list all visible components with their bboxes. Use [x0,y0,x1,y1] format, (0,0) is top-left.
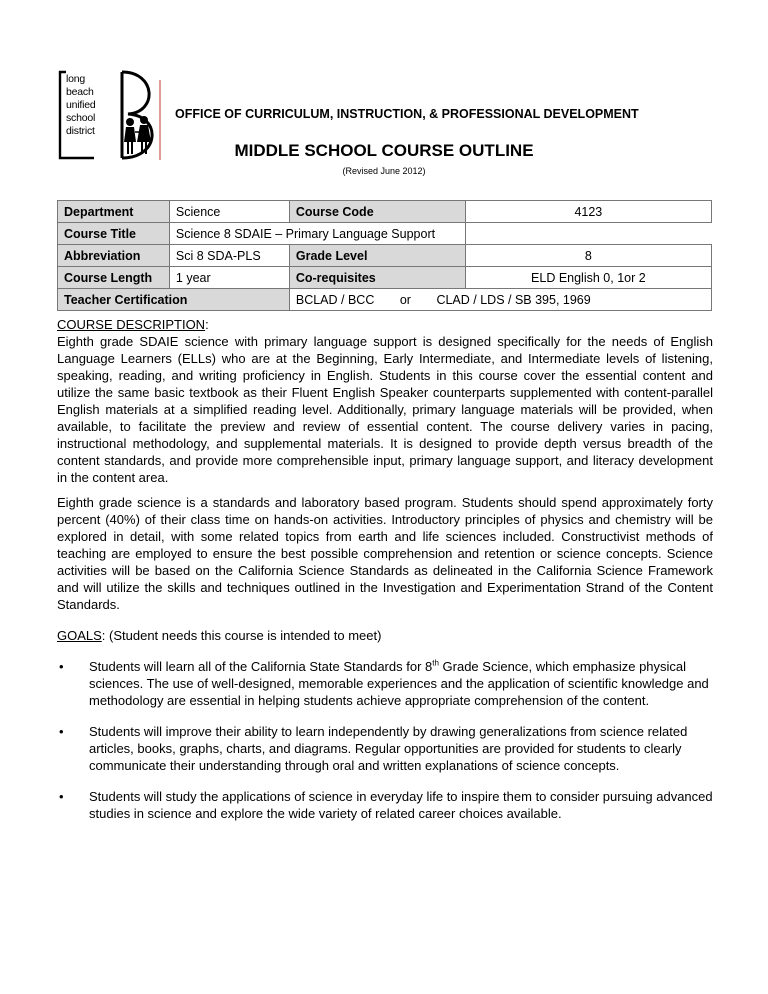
corequisites-label: Co-requisites [289,267,465,289]
description-heading: COURSE DESCRIPTION [57,317,206,332]
goal-superscript: th [432,658,439,668]
goal-text: Students will study the applications of science in everyday life to inspire them to consider pursuing advanced studies in science and explore the wide variety of related career choices available. [89,789,713,821]
teacher-cert-b: CLAD / LDS / SB 395, 1969 [436,292,591,307]
logo-line: long [66,73,86,85]
course-code-value: 4123 [465,201,711,223]
bullet: • [59,659,64,674]
course-length-value: 1 year [169,267,289,289]
teacher-cert-label: Teacher Certification [58,289,290,311]
list-item [57,723,713,774]
goal-text: Grade Science, which emphasize physical sciences. The use of well-designed, memorable experiences and the application of scientific knowledge and methodology are essential in helping students achieve appropriate comprehension of the content. [89,659,709,708]
teacher-cert-a: BCLAD / BCC [295,292,375,307]
office-heading: OFFICE OF CURRICULUM, INSTRUCTION, & PROFESSIONAL DEVELOPMENT [175,107,639,121]
goals-list [57,658,713,836]
page-title: MIDDLE SCHOOL COURSE OUTLINE [234,141,534,160]
list-item [57,658,713,709]
description-heading-line [57,316,713,333]
bullet: • [59,724,64,739]
grade-level-value: 8 [465,245,711,267]
description-heading-colon: : [205,317,209,332]
goals-subtitle: : (Student needs this course is intended to meet) [101,628,382,643]
table-row [58,289,712,311]
course-title-label: Course Title [58,223,170,245]
description-para-2: Eighth grade science is a standards and laboratory based program. Students should spend approximately forty percent (40%) of their class time on hands-on activities. Introductory principles of physics and chemistry will be explored in detail, with some related topics from earth and life sciences included. Constructivist methods of teaching are employed to ensure the best possible comprehension and retention or science concepts. Science activities will be based on the California Science Standards as delineated in the California Science Framework and will utilize the skills and techniques outlined in the Investigation and Experimentation Strand of the Content Standards. [57,495,713,612]
abbreviation-label: Abbreviation [58,245,170,267]
logo-line: district [66,125,95,137]
logo-line: unified [66,99,96,111]
empty-cell [465,223,711,245]
description-para-1: Eighth grade SDAIE science with primary language support is designed specifically for the needs of English Language Learners (ELLs) who are at the Beginning, Early Intermediate, and Intermediate levels of listening, speaking, reading, and writing proficiency in English. Students in this course cover the essential content and utilize the same basic textbook as their Fluent English Speaker counterparts supplemented with content-parallel English materials at a simplified reading level. Additionally, primary language materials will be provided, when available, to facilitate the preview and review of essential content. The course delivery varies in pacing, instructional methodology, and supplemental materials. It is designed to provide depth versus breadth of the content standards, and provide more comprehensible input, primary language support, and literacy development in the content area. [57,334,713,485]
abbreviation-value: Sci 8 SDA-PLS [169,245,289,267]
goals-heading: GOALS [57,628,102,643]
revised-date: (Revised June 2012) [342,166,426,176]
table-row [58,201,712,223]
teacher-cert-value [289,289,711,311]
table-row [58,267,712,289]
course-title-value: Science 8 SDAIE – Primary Language Support [169,223,465,245]
logo-wordmark [66,73,96,138]
course-info-table [57,200,712,311]
table-row [58,223,712,245]
goal-text: Students will learn all of the California State Standards for 8 [89,659,433,674]
logo-line: beach [66,86,94,98]
department-label: Department [58,201,170,223]
list-item [57,788,713,822]
goals-heading-line [57,627,713,644]
bullet: • [59,789,64,804]
course-code-label: Course Code [289,201,465,223]
course-length-label: Course Length [58,267,170,289]
table-row [58,245,712,267]
department-value: Science [169,201,289,223]
teacher-cert-or: or [399,292,411,307]
goal-text: Students will improve their ability to learn independently by drawing generalizations from science related articles, books, graphs, charts, and diagrams. Regular opportunities are provided for students to clearly communicate their understanding through oral and written explanations of science concepts. [89,724,688,773]
grade-level-label: Grade Level [289,245,465,267]
logo-line: school [66,112,96,124]
corequisites-value: ELD English 0, 1or 2 [465,267,711,289]
